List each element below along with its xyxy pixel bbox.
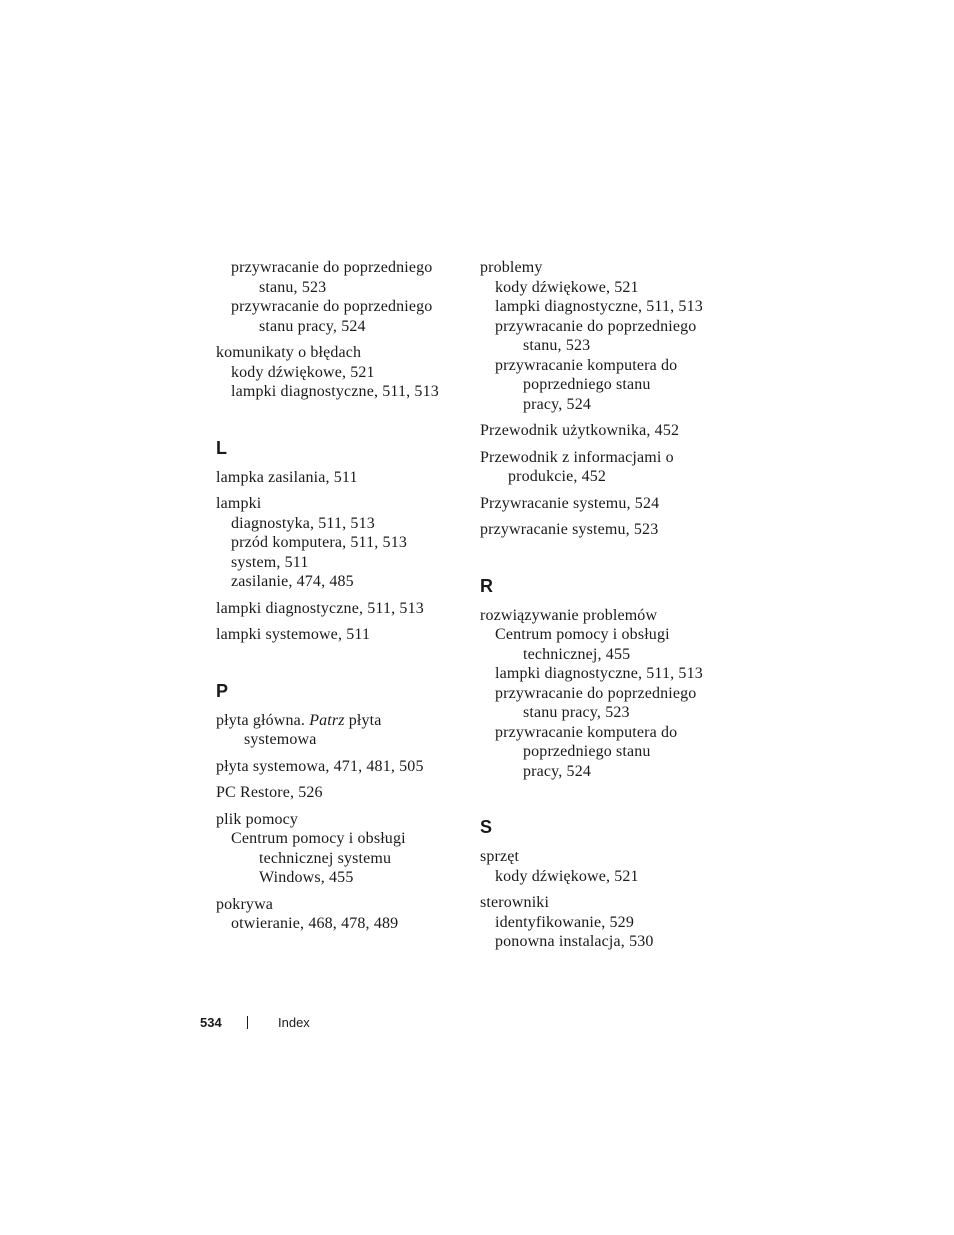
index-entry: [480, 893, 720, 952]
section-letter: R: [480, 575, 493, 596]
index-continuation: stanu pracy, 524: [259, 317, 366, 335]
index-entry: [216, 810, 456, 888]
section-letter: S: [480, 817, 493, 837]
section-letter: L: [216, 437, 227, 458]
index-subentry: przywracanie do poprzedniego: [495, 317, 697, 335]
index-continuation: stanu, 523: [523, 337, 591, 354]
see-reference: Patrz: [309, 711, 345, 729]
index-continuation: pracy, 524: [523, 762, 591, 780]
index-main-entry: sterowniki: [480, 894, 550, 911]
index-main-entry: lampka zasilania, 511: [216, 468, 358, 486]
index-section-p: [216, 681, 456, 934]
index-subentry: przywracanie do poprzedniego: [231, 259, 433, 276]
index-subentry: ponowna instalacja, 530: [495, 933, 654, 950]
index-subentry: kody dźwiękowe, 521: [495, 867, 639, 885]
index-continuation: stanu, 523: [259, 278, 327, 296]
index-subentry: otwieranie, 468, 478, 489: [231, 915, 399, 932]
index-subentry: lampki diagnostyczne, 511, 513: [231, 383, 439, 400]
index-main-entry: plik pomocy: [216, 810, 299, 828]
index-subentry: przywracanie do poprzedniego: [495, 684, 697, 702]
page-number: 534: [200, 1015, 222, 1030]
index-section-r: [480, 576, 720, 782]
index-entry: [480, 258, 720, 414]
index-continuation: stanu pracy, 523: [523, 704, 630, 721]
index-main-entry: pokrywa: [216, 895, 274, 913]
index-subentry: przywracanie do poprzedniego: [231, 298, 433, 315]
index-main-entry: problemy: [480, 259, 543, 276]
index-continuation: systemowa: [244, 731, 317, 748]
index-entry: [216, 494, 456, 592]
index-main-entry: przywracanie systemu, 523: [480, 521, 659, 538]
index-subentry: przywracanie komputera do: [495, 356, 678, 374]
footer-divider: [247, 1016, 248, 1029]
index-subentry: kody dźwiękowe, 521: [231, 363, 375, 381]
index-subentry: identyfikowanie, 529: [495, 913, 634, 931]
entry-text: płyta główna.: [216, 711, 310, 729]
index-continuation: poprzedniego stanu: [523, 376, 651, 393]
index-subentry: diagnostyka, 511, 513: [231, 514, 375, 532]
index-continuation: technicznej systemu: [259, 849, 392, 867]
index-subentry: lampki diagnostyczne, 511, 513: [495, 665, 703, 682]
index-main-entry: Przywracanie systemu, 524: [480, 494, 660, 512]
entry-text: płyta: [344, 711, 382, 729]
index-subentry: zasilanie, 474, 485: [231, 573, 354, 590]
index-subentry: kody dźwiękowe, 521: [495, 278, 639, 296]
index-subentry: system, 511: [231, 553, 309, 571]
index-main-entry: [216, 711, 456, 731]
index-entry: [216, 258, 456, 336]
index-column-right: [480, 258, 720, 959]
index-main-entry: lampki diagnostyczne, 511, 513: [216, 599, 424, 617]
section-letter: P: [216, 680, 229, 701]
index-subentry: przód komputera, 511, 513: [231, 534, 408, 551]
index-continuation: technicznej, 455: [523, 645, 631, 663]
index-main-entry: rozwiązywanie problemów: [480, 606, 658, 624]
index-entry: [480, 448, 720, 487]
footer-section-label: Index: [278, 1015, 310, 1030]
index-entry: [216, 711, 456, 750]
index-main-entry: Przewodnik z informacjami o: [480, 448, 674, 466]
index-entry: [480, 847, 720, 886]
index-section-l: [216, 438, 456, 645]
index-entry: [216, 343, 456, 402]
index-main-entry: sprzęt: [480, 848, 520, 865]
index-subentry: lampki diagnostyczne, 511, 513: [495, 298, 703, 315]
index-subentry: Centrum pomocy i obsługi: [231, 830, 406, 847]
index-main-entry: komunikaty o błędach: [216, 344, 362, 361]
index-continuation: produkcie, 452: [508, 468, 607, 485]
index-section-s: [480, 817, 720, 952]
index-entry: [216, 895, 456, 934]
index-continuation: poprzedniego stanu: [523, 743, 651, 760]
index-entry: [480, 606, 720, 782]
index-main-entry: lampki systemowe, 511: [216, 626, 371, 643]
index-main-entry: lampki: [216, 495, 262, 512]
index-main-entry: PC Restore, 526: [216, 784, 323, 801]
index-column-left: [216, 258, 456, 941]
index-subentry: Centrum pomocy i obsługi: [495, 626, 670, 643]
index-main-entry: Przewodnik użytkownika, 452: [480, 422, 680, 439]
index-continuation: Windows, 455: [259, 869, 354, 886]
index-continuation: pracy, 524: [523, 395, 591, 413]
index-main-entry: płyta systemowa, 471, 481, 505: [216, 757, 424, 775]
index-subentry: przywracanie komputera do: [495, 723, 678, 741]
